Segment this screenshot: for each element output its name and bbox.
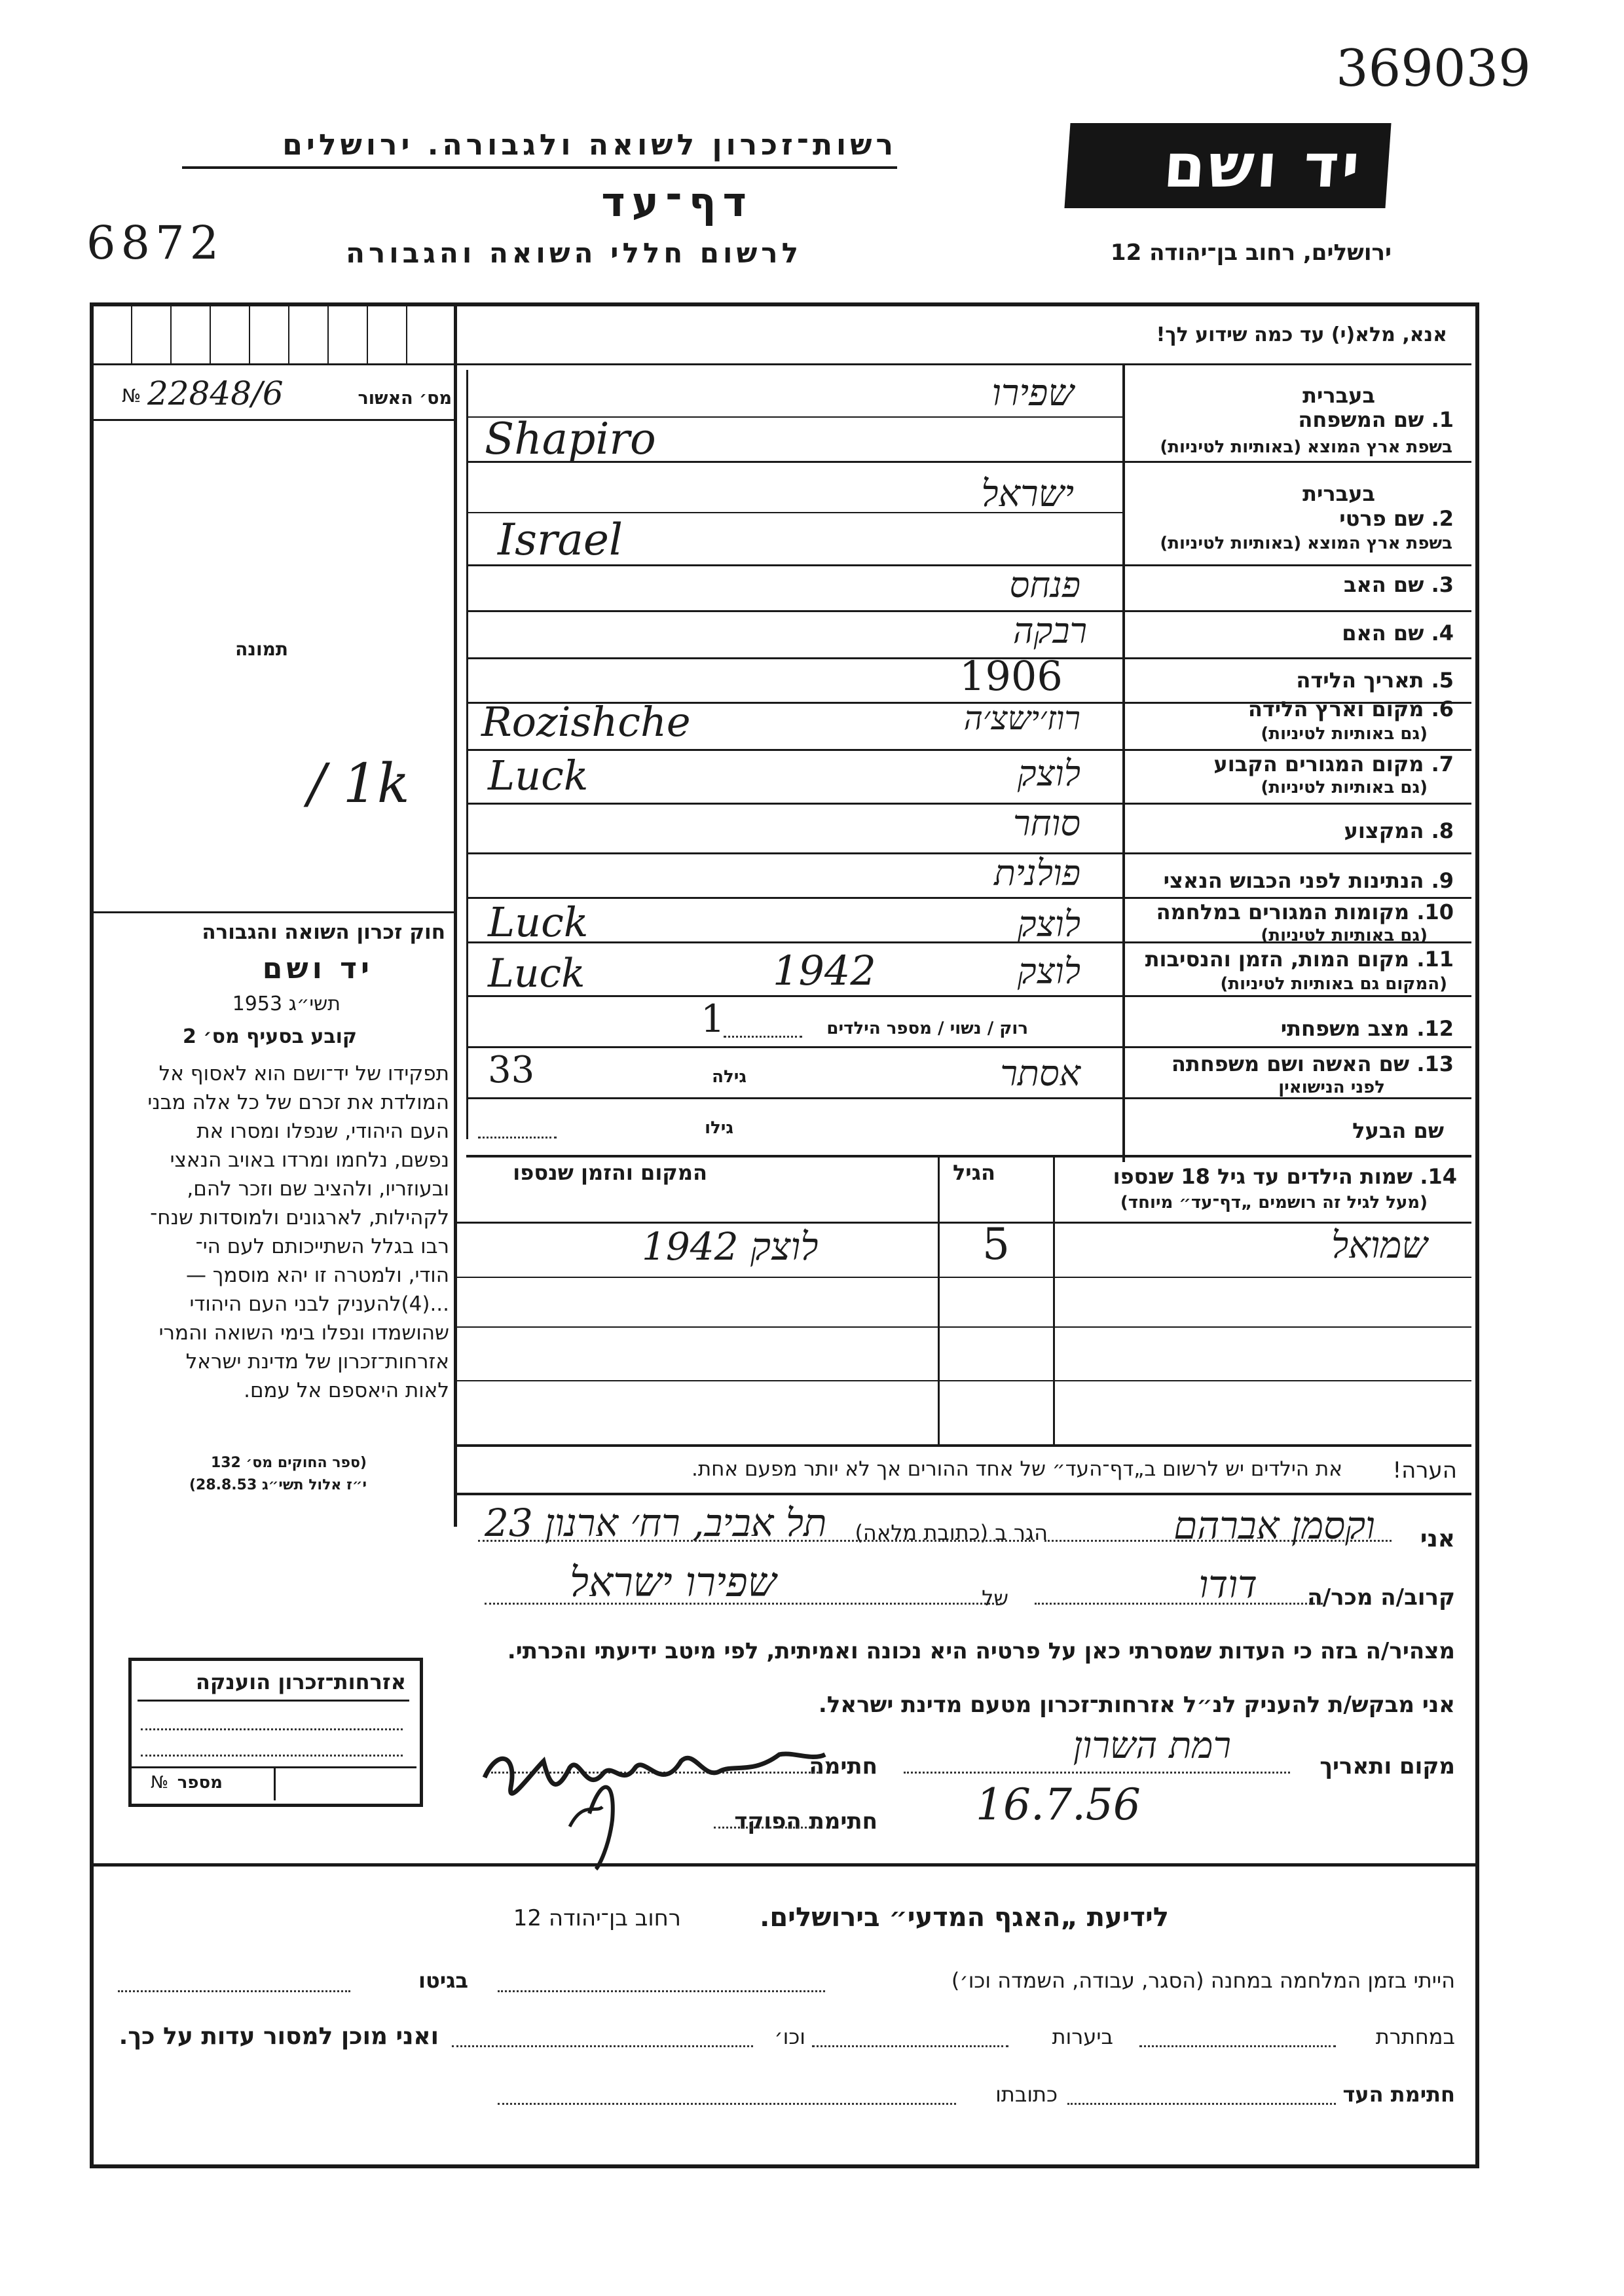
relation-of-name: שפירו ישראל: [570, 1558, 777, 1606]
law-line: אזרחות־זכרון של מדינת ישראל: [185, 1350, 449, 1374]
form-subtitle: לרשום חללי השואה והגבורה: [346, 237, 802, 269]
field-10-sub: (גם באותיות לטיניות): [1261, 926, 1428, 945]
photo-mark: / 1k: [308, 753, 410, 815]
declaration-text: מצהיר/ה בזה כי העדות שמסרתי כאן על פרטיה היא נכונה ואמיתית, לפי מיטב ידיעתי והכרתי.: [507, 1638, 1455, 1664]
children-col-age: הגיל: [952, 1160, 995, 1185]
declarant-ani: אני: [1420, 1525, 1455, 1552]
form-title: דף־עד: [601, 178, 753, 226]
field-13-value: אסתר: [1000, 1053, 1080, 1094]
law-body: [96, 1059, 449, 1405]
instructions: אנא, מלא(י) עד כמה שידוע לך!: [1156, 323, 1447, 346]
citizenship-number-label: מספר: [177, 1773, 223, 1793]
signing-date: 16.7.56: [976, 1779, 1141, 1830]
place-date-label: מקום ותאריך: [1320, 1753, 1455, 1779]
footer-line2-c: וכו׳: [774, 2024, 805, 2049]
field-7-label: 7. מקום המגורים הקבוע: [1213, 752, 1454, 776]
field-12-label: 12. מצב משפחתי: [1280, 1016, 1454, 1041]
law-line: נפשם, נלחמו ומרדו באויב הנאצי: [170, 1148, 449, 1172]
yad-vashem-logo: [1064, 123, 1391, 208]
footer-line3-b: כתובתו: [995, 2082, 1058, 2107]
field-3-label: 3. שם האב: [1343, 572, 1454, 597]
field-4-label: 4. שם האם: [1342, 621, 1454, 646]
field-9-value: פולנית: [993, 852, 1080, 894]
law-line: רבו בגלל השתייכותם לעם הי־: [195, 1235, 449, 1258]
law-line: העם היהודי, שנפלו ומסרו את: [196, 1120, 449, 1143]
field-11-hebrew: לוצק: [1017, 951, 1080, 992]
signing-place: רמת השרון: [1073, 1724, 1231, 1767]
field-10-label: 10. מקומות המגורים במלחמה: [1156, 900, 1454, 924]
request-text: אני מבקש/ת להעניק לנ״ל אזרחות־זכרון מטעם מדינת ישראל.: [818, 1692, 1455, 1718]
photo-label: תמונה: [235, 638, 288, 660]
org-name: רשות־זכרון לשואה ולגבורה. ירושלים: [282, 128, 897, 162]
field-13-age-label: גילה: [712, 1067, 747, 1087]
certificate-number: 22848/6: [147, 374, 284, 412]
law-clause: קובע בסעיף מס׳ 2: [182, 1025, 357, 1048]
footer-address: רחוב בן־יהודה 12: [513, 1905, 681, 1931]
law-line: הודי, ולמטרה זו יהא מוסמך —: [185, 1264, 449, 1287]
field-11-sub: (המקום גם באותיות לטיניות): [1220, 974, 1447, 994]
footer-line2-d: ואני מוכן למסור עדות על כך.: [119, 2023, 439, 2050]
law-source-1: (ספר החוקים מס׳ 132: [210, 1455, 367, 1471]
field-10-hebrew: לוצק: [1017, 903, 1080, 945]
archive-number: 369039: [1336, 39, 1531, 98]
declarant-address: תל אביב, רח׳ ארנון 23: [485, 1501, 827, 1545]
certificate-prefix: №: [122, 385, 141, 407]
footer-line1-a: הייתי בזמן המלחמה במחנה (הסגר, עבודה, השמדה וכו׳): [951, 1968, 1455, 1993]
signature-mark: [471, 1715, 838, 1872]
note-text: את הילדים יש לרשום ב„דף־העד״ של אחד ההורים אך לא יותר מפעם אחת.: [691, 1457, 1342, 1481]
officer-label: חתימת הפוקד: [734, 1808, 877, 1834]
citizenship-title: אזרחות־זכרון הוענקה: [195, 1669, 406, 1694]
footer-line2-b: ביערות: [1052, 2024, 1113, 2049]
law-line: לאות היאספם אל עמם.: [244, 1379, 449, 1402]
field-2-latin: Israel: [498, 515, 623, 565]
field-11-latin: Luck: [488, 951, 585, 996]
field-9-label: 9. הנתינות לפני הכבוש הנאצי: [1163, 868, 1454, 893]
field-5-value: 1906: [959, 652, 1063, 700]
field-6-latin: Rozishche: [481, 698, 691, 746]
relation-value: דודו: [1198, 1562, 1257, 1607]
address: ירושלים, רחוב בן־יהודה 12: [1110, 240, 1392, 266]
footer-line1-b: בגיטו: [418, 1968, 468, 1993]
law-source-2: י״ז אלול תשי״ג 28.8.53): [189, 1477, 367, 1493]
husband-label: שם הבעל: [1352, 1118, 1444, 1143]
field-11-year: 1942: [773, 947, 876, 994]
field-7-latin: Luck: [488, 752, 589, 799]
law-title: חוק זכרון השואה והגבורה: [202, 920, 445, 944]
husband-age-label: גילו: [705, 1118, 733, 1138]
field-3-value: פנחס: [1009, 564, 1080, 606]
signature-label: חתימה: [809, 1753, 877, 1779]
law-year: תשי״ג 1953: [232, 993, 341, 1015]
field-12-children: 1: [701, 996, 725, 1041]
field-5-label: 5. תאריך הלידה: [1296, 668, 1454, 693]
relation-label: קרוב/ה מכר/ה: [1307, 1584, 1455, 1611]
field-6-sub: (גם באותיות לטיניות): [1261, 724, 1428, 744]
declarant-residing: הגר ב (כתובת מלאה): [855, 1520, 1048, 1545]
field-6-label: 6. מקום וארץ הלידה: [1247, 697, 1454, 721]
child-name: שמואל: [1331, 1224, 1428, 1267]
declarant-name: וקסמן אברהם: [1173, 1503, 1375, 1548]
field-13-age: 33: [488, 1049, 535, 1091]
children-sub: (מעל לגיל זה רושמים „דף־עד״ מיוחד): [1120, 1193, 1428, 1212]
note-label: הערה!: [1392, 1457, 1457, 1484]
field-13-label: 13. שם האשה ושם משפחתה: [1171, 1051, 1454, 1076]
field-2-sub: בשפת ארץ המוצא (באותיות לטיניות): [1160, 534, 1452, 553]
children-col-place: המקום והזמן שנספו: [513, 1160, 707, 1185]
citizenship-number-prefix: №: [151, 1773, 169, 1793]
field-1-hebrew: שפירו: [991, 372, 1074, 414]
footer-line2-a: במחתרת: [1375, 2024, 1455, 2049]
field-4-value: רבקה: [1012, 610, 1087, 651]
field-8-label: 8. המקצוע: [1344, 818, 1454, 843]
field-6-hebrew: רוז׳ישצ׳ה: [963, 699, 1080, 737]
field-2-label: 2. שם פרטי: [1339, 506, 1454, 531]
field-1-latin: Shapiro: [485, 414, 656, 464]
logo-text: יד ושם: [1161, 131, 1365, 201]
field-8-value: סוחר: [1012, 803, 1080, 844]
relation-of: של: [982, 1586, 1008, 1611]
footer-line3-a: חתימת העד: [1342, 2082, 1455, 2107]
form-number: 6872: [86, 216, 225, 270]
law-line: תפקידו של יד־ושם הוא לאסוף אל: [158, 1062, 449, 1085]
lang-label-1: בעברית: [1302, 383, 1375, 408]
law-line: ...(4)להעניק לבני העם היהודי: [189, 1292, 449, 1316]
law-line: ובעוזריו, ולהציב שם וזכר להם,: [187, 1177, 449, 1201]
field-12-options: רוק / נשוי / מספר הילדים: [826, 1019, 1028, 1038]
child-age: 5: [982, 1219, 1010, 1269]
law-name: יד ושם: [262, 952, 373, 985]
field-7-sub: (גם באותיות לטיניות): [1261, 778, 1428, 797]
child-place: לוצק 1942: [642, 1224, 819, 1269]
law-line: שהושמדו ונפלו בימי השואה והמרי: [158, 1321, 449, 1345]
law-line: המולדת את זכרם של כל אלה מבני: [147, 1091, 449, 1114]
field-11-label: 11. מקום המות, הזמן והנסיבות: [1145, 947, 1454, 972]
field-1-label: 1. שם המשפחה: [1298, 407, 1454, 432]
field-1-sub: בשפת ארץ המוצא (באותיות לטיניות): [1160, 437, 1452, 457]
field-2-hebrew: ישראל: [981, 473, 1074, 515]
field-7-hebrew: לוצק: [1017, 753, 1080, 794]
footer-title: לידיעת „האגף המדעי״ בירושלים.: [760, 1903, 1169, 1933]
lang-label-2: בעברית: [1302, 481, 1375, 506]
children-label: 14. שמות הילדים עד גיל 18 שנספו: [1113, 1164, 1457, 1189]
field-10-latin: Luck: [488, 898, 589, 946]
field-13-sub: לפני הנישואין: [1278, 1078, 1385, 1097]
certificate-label: מס׳ האשור: [358, 388, 452, 409]
law-line: לקהילות, לארגונים ולמוסדות שנח־: [150, 1206, 449, 1230]
